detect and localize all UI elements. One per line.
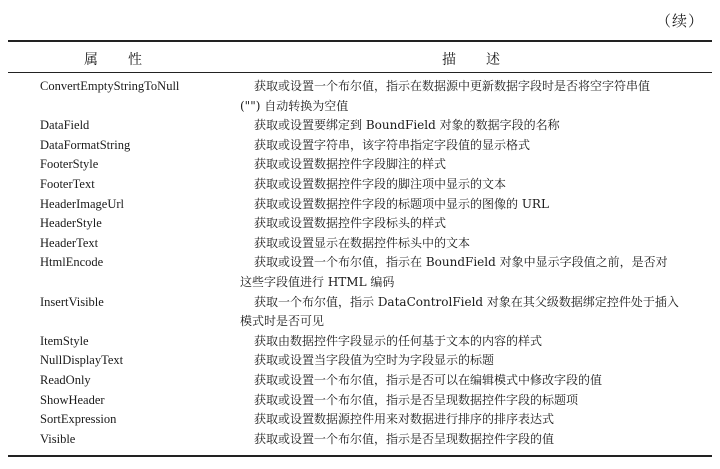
table-row bbox=[8, 155, 712, 175]
table-row bbox=[8, 410, 712, 430]
property-description bbox=[214, 351, 712, 371]
property-name: FooterStyle bbox=[40, 157, 99, 172]
description-line: 获取一个布尔值，指示 DataControlField 对象在其父级数据绑定控件处于插入 bbox=[254, 294, 679, 309]
table-bottom-rule bbox=[8, 455, 712, 457]
description-line: 获取或设置要绑定到 BoundField 对象的数据字段的名称 bbox=[254, 118, 560, 133]
table-row bbox=[8, 351, 712, 371]
header-property: 属性 bbox=[84, 52, 172, 68]
description-line: 获取或设置一个布尔值，指示在 BoundField 对象中显示字段值之前，是否对 bbox=[254, 255, 668, 270]
table-header bbox=[8, 42, 712, 72]
property-description bbox=[214, 136, 712, 156]
property-description bbox=[214, 253, 712, 292]
description-line: 获取或设置显示在数据控件标头中的文本 bbox=[254, 235, 471, 250]
table-row bbox=[8, 77, 712, 116]
property-description bbox=[214, 293, 712, 332]
property-description bbox=[214, 391, 712, 411]
description-continuation-line: 这些字段值进行 HTML 编码 bbox=[240, 274, 395, 289]
description-continuation-line: 模式时是否可见 bbox=[240, 314, 325, 329]
property-description bbox=[214, 410, 712, 430]
property-name: DataField bbox=[40, 118, 90, 133]
property-name: DataFormatString bbox=[40, 137, 131, 152]
description-line: 获取或设置当字段值为空时为字段显示的标题 bbox=[254, 353, 495, 368]
property-name: HeaderImageUrl bbox=[40, 196, 124, 211]
table-row bbox=[8, 430, 712, 450]
table-row bbox=[8, 391, 712, 411]
property-name: HeaderStyle bbox=[40, 216, 102, 231]
property-name: Visible bbox=[40, 431, 76, 446]
property-name: ReadOnly bbox=[40, 372, 91, 387]
table-row bbox=[8, 214, 712, 234]
property-name: SortExpression bbox=[40, 412, 117, 427]
table-row bbox=[8, 293, 712, 332]
description-line: 获取或设置数据控件字段脚注的样式 bbox=[254, 157, 447, 172]
description-line: 获取或设置数据控件字段的标题项中显示的图像的 URL bbox=[254, 196, 549, 211]
table-row bbox=[8, 253, 712, 292]
table-body bbox=[8, 73, 712, 455]
property-name: ItemStyle bbox=[40, 333, 89, 348]
property-description bbox=[214, 332, 712, 352]
property-name: ShowHeader bbox=[40, 392, 105, 407]
property-description bbox=[214, 430, 712, 450]
table-row bbox=[8, 136, 712, 156]
property-name: FooterText bbox=[40, 176, 95, 191]
property-table bbox=[8, 40, 712, 457]
property-description bbox=[214, 175, 712, 195]
table-row bbox=[8, 332, 712, 352]
header-description: 描述 bbox=[442, 52, 530, 68]
table-row bbox=[8, 234, 712, 254]
property-description bbox=[214, 155, 712, 175]
description-line: 获取或设置字符串，该字符串指定字段值的显示格式 bbox=[254, 137, 531, 152]
continuation-label: （续） bbox=[655, 12, 704, 30]
description-line: 获取或设置一个布尔值，指示在数据源中更新数据字段时是否将空字符串值 bbox=[254, 79, 651, 93]
description-line: 获取或设置数据控件字段的脚注项中显示的文本 bbox=[254, 176, 507, 191]
table-row bbox=[8, 371, 712, 391]
description-line: 获取或设置数据源控件用来对数据进行排序的排序表达式 bbox=[254, 412, 555, 427]
table-row bbox=[8, 116, 712, 136]
property-name: InsertVisible bbox=[40, 294, 104, 309]
property-description bbox=[214, 77, 712, 116]
property-description bbox=[214, 214, 712, 234]
property-name: HeaderText bbox=[40, 235, 99, 250]
property-name: ConvertEmptyStringToNull bbox=[40, 79, 180, 93]
description-line: 获取或设置一个布尔值，指示是否呈现数据控件字段的标题项 bbox=[254, 392, 579, 407]
property-description bbox=[214, 195, 712, 215]
description-line: 获取或设置一个布尔值，指示是否可以在编辑模式中修改字段的值 bbox=[254, 372, 603, 387]
table-row bbox=[8, 175, 712, 195]
table-row bbox=[8, 195, 712, 215]
property-description bbox=[214, 234, 712, 254]
property-name: NullDisplayText bbox=[40, 353, 124, 368]
description-line: 获取由数据控件字段显示的任何基于文本的内容的样式 bbox=[254, 333, 543, 348]
description-line: 获取或设置数据控件字段标头的样式 bbox=[254, 216, 447, 231]
property-name: HtmlEncode bbox=[40, 255, 104, 270]
property-description bbox=[214, 371, 712, 391]
description-continuation-line: ("") 自动转换为空值 bbox=[240, 98, 349, 113]
property-description bbox=[214, 116, 712, 136]
description-line: 获取或设置一个布尔值，指示是否呈现数据控件字段的值 bbox=[254, 431, 555, 446]
